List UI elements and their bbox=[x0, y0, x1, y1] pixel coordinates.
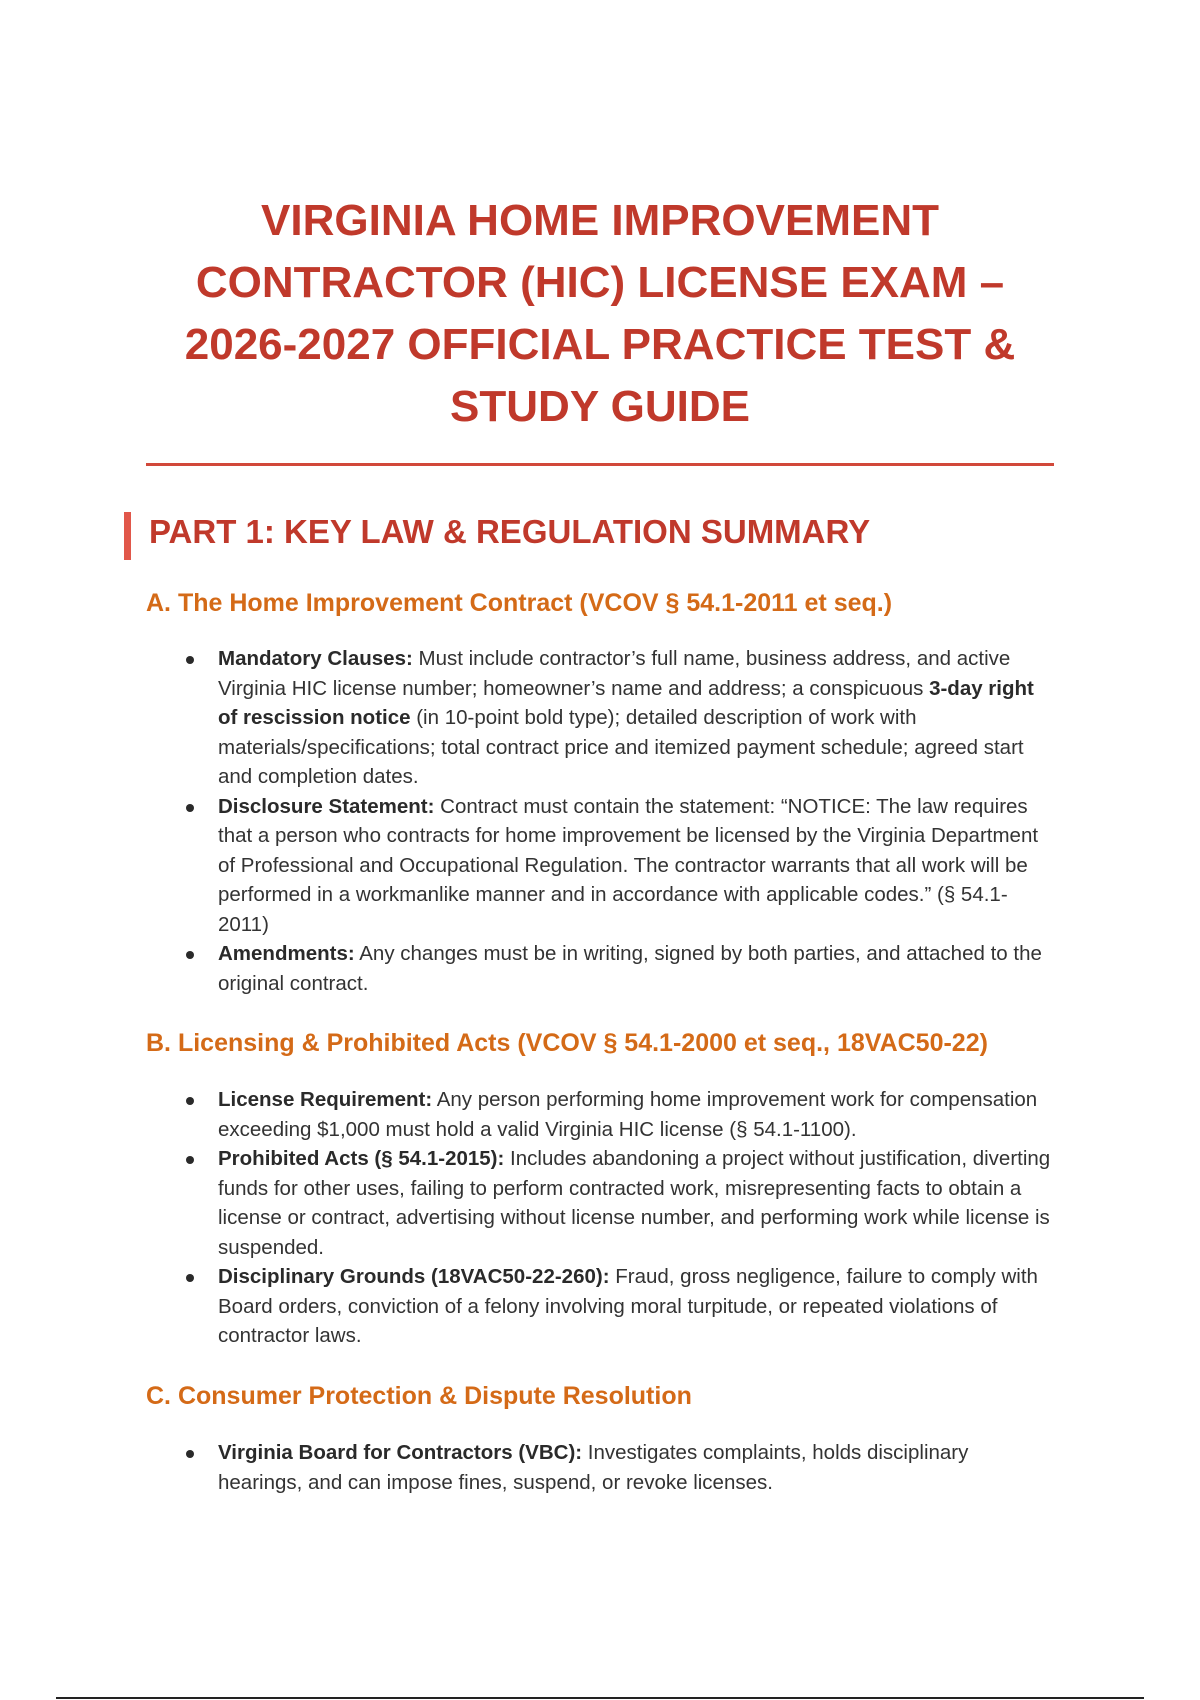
bullet-text: Any person performing home improvement work for compensation exceeding $1,000 must hold a valid Virginia HIC license (§ 54.1-1100). bbox=[218, 1088, 1038, 1141]
bullet-icon bbox=[186, 1274, 194, 1282]
list-item bbox=[218, 1438, 1058, 1497]
part-1-heading: PART 1: KEY LAW & REGULATION SUMMARY bbox=[124, 512, 870, 560]
bullet-icon bbox=[186, 1097, 194, 1105]
list-item bbox=[218, 1085, 1058, 1144]
list-item bbox=[218, 939, 1058, 998]
bullet-text: (in 10-point bold type); detailed description of work with materials/specifications; total contract price and itemized payment schedule; agreed start and completion dates. bbox=[218, 706, 1024, 788]
document-title: VIRGINIA HOME IMPROVEMENT CONTRACTOR (HIC) LICENSE EXAM – 2026-2027 OFFICIAL PRACTICE TEST & STUDY GUIDE bbox=[184, 196, 1016, 431]
bullet-icon bbox=[186, 1450, 194, 1458]
section-b-list bbox=[218, 1085, 1058, 1351]
section-c-heading: C. Consumer Protection & Dispute Resolution bbox=[146, 1382, 692, 1410]
bullet-icon bbox=[186, 951, 194, 959]
bullet-text: Fraud, gross negligence, failure to comply with Board orders, conviction of a felony involving moral turpitude, or repeated violations of contractor laws. bbox=[218, 1265, 1038, 1347]
bullet-text: Includes abandoning a project without justification, diverting funds for other uses, failing to perform contracted work, misrepresenting facts to obtain a license or contract, advertising without license number, and performing work while license is suspended. bbox=[218, 1147, 1051, 1259]
section-c-list bbox=[218, 1438, 1058, 1497]
list-item bbox=[218, 644, 1058, 792]
section-a-heading: A. The Home Improvement Contract (VCOV § 54.1-2011 et seq.) bbox=[146, 589, 893, 617]
page-bottom-rule bbox=[56, 1697, 1144, 1699]
section-a-list bbox=[218, 644, 1058, 998]
bullet-icon bbox=[186, 804, 194, 812]
bullet-text: Any changes must be in writing, signed by both parties, and attached to the original contract. bbox=[218, 942, 1042, 995]
list-item bbox=[218, 1144, 1058, 1262]
bullet-text: Investigates complaints, holds disciplinary hearings, and can impose fines, suspend, or revoke licenses. bbox=[218, 1441, 969, 1494]
bullet-label: Amendments: bbox=[218, 942, 355, 965]
bullet-label: Disciplinary Grounds (18VAC50-22-260): bbox=[218, 1265, 610, 1288]
bullet-icon bbox=[186, 656, 194, 664]
bullet-icon bbox=[186, 1156, 194, 1164]
bullet-emphasis: 3-day right of rescission notice bbox=[218, 676, 1034, 729]
bullet-text: Must include contractor’s full name, business address, and active Virginia HIC license number; homeowner’s name and address; a conspicuous bbox=[218, 647, 1011, 700]
list-item bbox=[218, 792, 1058, 940]
bullet-label: License Requirement: bbox=[218, 1088, 433, 1111]
bullet-text: Contract must contain the statement: “NOTICE: The law requires that a person who contracts for home improvement be licensed by the Virginia Department of Professional and Occupational Regulation. The contractor warrants that all work will be performed in a workmanlike manner and in accordance with applicable codes.” (§ 54.1-2011) bbox=[218, 794, 1039, 936]
bullet-label: Virginia Board for Contractors (VBC): bbox=[218, 1441, 583, 1464]
bullet-label: Disclosure Statement: bbox=[218, 794, 435, 818]
list-item bbox=[218, 1262, 1058, 1351]
section-b-heading: B. Licensing & Prohibited Acts (VCOV § 54.1-2000 et seq., 18VAC50-22) bbox=[146, 1029, 988, 1057]
bullet-label: Prohibited Acts (§ 54.1-2015): bbox=[218, 1147, 505, 1170]
title-divider bbox=[146, 463, 1054, 466]
bullet-label: Mandatory Clauses: bbox=[218, 647, 413, 670]
